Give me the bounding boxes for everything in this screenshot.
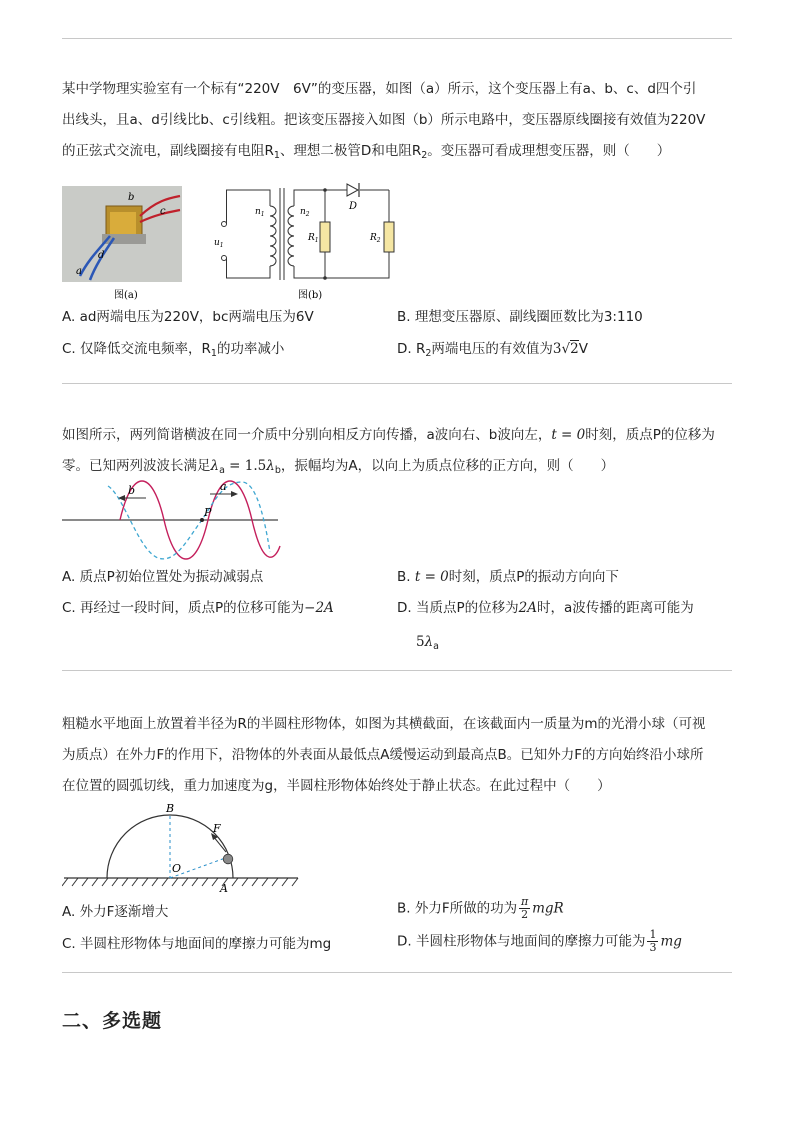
resistor-r2 [384, 222, 394, 252]
question-1-line-3: 的正弦式交流电，副线圈接有电阻$R_1$、理想二极管D和电阻$R_2$。变压器可看成理想变压器，则（ ） [62, 143, 671, 161]
q1-option-c[interactable]: C. 仅降低交流电频率，$R_1$的功率减小 [62, 341, 285, 359]
q1-option-a[interactable]: A. ad两端电压为220V，bc两端电压为6V [62, 309, 314, 325]
q2-option-c[interactable]: C. 再经过一段时间，质点P的位移可能为−2A [62, 600, 334, 616]
question-3-line-1: 粗糙水平地面上放置着半径为R的半圆柱形物体，如图为其横截面，在该截面内一质量为m的光滑小球（可视 [62, 716, 706, 732]
diode-symbol [347, 184, 358, 196]
label-o: O [172, 862, 182, 875]
question-3-line-3: 在位置的圆弧切线，重力加速度为g，半圆柱形物体始终处于静止状态。在此过程中（ ） [62, 778, 611, 794]
label-a: A [220, 882, 228, 895]
q2-option-b[interactable]: B. t = 0时刻，质点P的振动方向向下 [397, 569, 619, 585]
q3-option-b[interactable]: B. 外力F所做的功为 $\frac{\pi}{2}$ mgR [397, 895, 564, 921]
primary-coil [270, 206, 276, 266]
fraction-one-third: $\frac{1}{3}$ [649, 928, 657, 954]
small-ball [223, 854, 233, 864]
lead-a-label: a [76, 266, 82, 277]
figure-a-caption: 图(a) [114, 290, 138, 301]
q3-option-d[interactable]: D. 半圆柱形物体与地面间的摩擦力可能为 $\frac{1}{3}$ mg [397, 928, 682, 954]
wave-a-label: a [220, 480, 227, 493]
q3-option-a[interactable]: A. 外力F逐渐增大 [62, 904, 169, 920]
label-n1: $n_1$ [255, 207, 265, 218]
terminal-bottom [222, 256, 227, 261]
divider [62, 383, 732, 384]
q3-option-c[interactable]: C. 半圆柱形物体与地面间的摩擦力可能为mg [62, 936, 332, 952]
divider [62, 972, 732, 973]
question-1-stem [62, 74, 734, 171]
label-r1: $R_1$ [308, 233, 319, 244]
label-b: B [166, 802, 175, 815]
resistor-r1 [320, 222, 330, 252]
transformer-photo-figure [62, 186, 192, 302]
question-3-stem [62, 709, 734, 802]
question-2-line-2: 零。已知两列波波长满足$\lambda_a = 1.5\lambda_b$，振幅均为A，以向上为质点位移的正方向，则（ ） [62, 458, 615, 476]
label-u1: $u_1$ [214, 238, 224, 249]
q2-option-a[interactable]: A. 质点P初始位置处为振动减弱点 [62, 569, 264, 585]
question-3-line-2: 为质点）在外力F的作用下，沿物体的外表面从最低点A缓慢运动到最高点B。已知外力F的方向始终沿小球所 [62, 747, 704, 763]
label-n2: $n_2$ [300, 207, 310, 218]
label-diode: D [349, 201, 358, 212]
point-p-label: P [204, 506, 212, 519]
wave-b-label: b [128, 484, 136, 497]
fraction-pi-over-2: $\frac{\pi}{2}$ [520, 895, 529, 921]
divider [62, 670, 732, 671]
q1-option-b[interactable]: B. 理想变压器原、副线圈匝数比为3:110 [397, 309, 643, 325]
ground-hatching [62, 878, 298, 886]
q2-option-d[interactable]: D. 当质点P的位移为2A时，a波传播的距离可能为 [397, 600, 694, 616]
waves-figure [62, 476, 282, 564]
q1-option-d[interactable]: D. $R_2$两端电压的有效值为3√2V [397, 341, 588, 359]
sqrt-radicand: 2 [570, 341, 579, 357]
label-r2: $R_2$ [370, 233, 381, 244]
secondary-coil [288, 206, 294, 266]
lead-b-label: b [128, 192, 135, 203]
transformer-circuit-figure [212, 180, 402, 304]
question-2-line-1: 如图所示，两列简谐横波在同一介质中分别向相反方向传播，a波向右、b波向左，t = 0时刻，质点P的位移为 [62, 427, 715, 443]
half-cylinder-figure [62, 800, 306, 896]
q2-option-d-continued: $5\lambda_a$ [416, 634, 439, 652]
figure-b-caption: 图(b) [298, 290, 323, 301]
section-heading: 二、多选题 [62, 1010, 163, 1032]
lead-c-label: c [160, 206, 166, 217]
label-f: F [213, 822, 221, 835]
terminal-top [222, 222, 227, 227]
question-1-line-2: 出线头，且a、d引线比b、c引线粗。把该变压器接入如图（b）所示电路中，变压器原线圈接有效值为220V [62, 112, 706, 128]
divider [62, 38, 732, 39]
question-1-line-1: 某中学物理实验室有一个标有“220V 6V”的变压器，如图（a）所示，这个变压器上有a、b、c、d四个引 [62, 81, 697, 97]
lead-d-label: d [98, 250, 105, 261]
